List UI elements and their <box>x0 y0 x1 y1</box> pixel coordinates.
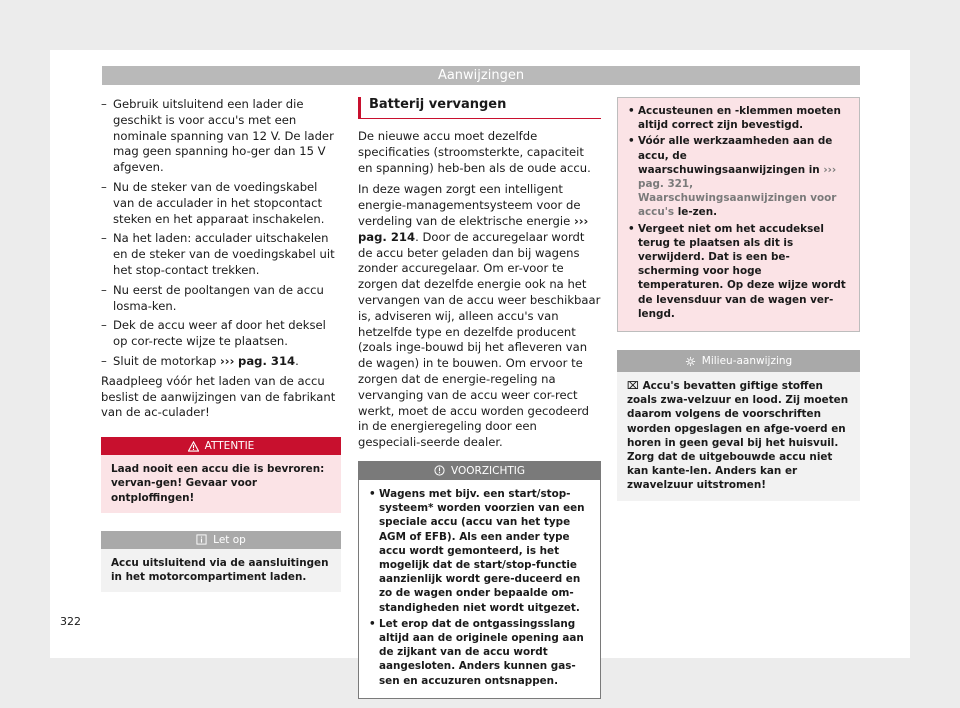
list-item: • Let erop dat de ontgassingsslang altijd aan de originele opening aan de zijkant van de accu wordt aangesloten. Anders kunnen gas-sen en accuzuren ontsnappen. <box>369 617 584 687</box>
caution-circle-icon <box>434 465 445 476</box>
list-item: – Nu eerst de pooltangen van de accu losma-ken. <box>101 282 324 313</box>
note-header: Let op <box>101 531 341 549</box>
column-1 <box>101 97 341 592</box>
info-icon <box>196 534 207 545</box>
environment-body: ⌧ Accu's bevatten giftige stoffen zoals zwa-velzuur en lood. Zij moeten daarom volgens de voorschriften worden opgeslagen en afge-voerd en horen in geen geval bij het huisvuil. Zorg dat de uitgebouwde accu niet kan kante-len. Anders kan er zwavelzuur uitstromen! <box>627 380 849 492</box>
column-2 <box>358 97 601 699</box>
paragraph: De nieuwe accu moet dezelfde specificaties (stroomsterkte, capaciteit en spanning) heb-ben als de oude accu. <box>358 129 591 175</box>
caution-box <box>358 461 601 699</box>
list-item: – Sluit de motorkap ››› pag. 314. <box>101 353 299 368</box>
instruction-list <box>101 97 341 370</box>
note-box <box>101 531 341 592</box>
list-item: – Gebruik uitsluitend een lader die geschikt is voor accu's met een nominale spanning van 12 V. De lader mag geen spanning ho-ger dan 15 V afgeven. <box>101 97 334 175</box>
section-heading: Batterij vervangen <box>358 97 601 119</box>
environment-box <box>617 350 860 501</box>
list-item: • Vóór alle werkzaamheden aan de accu, de waarschuwingsaanwijzingen in ››› pag. 321, Waarschuwingsaanwijzingen voor accu's le-zen. <box>628 135 837 219</box>
page-reference-link[interactable]: pag. 314 <box>238 353 296 368</box>
list-item: – Na het laden: acculader uitschakelen en de steker van de voedingskabel uit het stop-contact trekken. <box>101 231 335 277</box>
leaf-icon <box>685 356 696 367</box>
attention-box <box>101 437 341 513</box>
list-item: – Nu de steker van de voedingskabel van de acculader in het stopcontact steken en het apparaat inschakelen. <box>101 179 325 226</box>
page-reference-link[interactable]: pag. 321, Waarschuwingsaanwijzingen voor accu's <box>638 178 837 219</box>
recycle-bin-icon: ⌧ <box>627 380 639 393</box>
paragraph: In deze wagen zorgt een intelligent energie-managementsysteem voor de verdeling van de elektrische energie ››› pag. 214. Door de accuregelaar wordt de accu beter geladen dan bij wagens zonder accuregelaar. Om er-voor te zorgen dat dezelfde energie ook na het vervangen van de accu weer beschikbaar is, adviseren wij, alleen accu's van hetzelfde type en dezelfde producent (zoals inge-bouwd bij het afleveren van de wagen) in te bouwen. Om ervoor te zorgen dat de energie-regeling na vervanging van de accu weer cor-rect werkt, moet de accu worden gecodeerd in de energieregeling door een gespeciali-seerde dealer. <box>358 182 601 450</box>
column-3 <box>617 97 860 501</box>
charger-note-paragraph: Raadpleeg vóór het laden van de accu beslist de aanwijzingen van de fabrikant van de ac-culader! <box>101 373 336 420</box>
environment-header: Milieu-aanwijzing <box>617 350 860 372</box>
list-item: – Dek de accu weer af door het deksel op cor-recte wijze te plaatsen. <box>101 318 326 349</box>
page-reference-link[interactable]: pag. 214 <box>358 229 416 244</box>
list-item: • Accusteunen en -klemmen moeten altijd correct zijn bevestigd. <box>628 105 841 132</box>
page-number: 322 <box>60 615 81 628</box>
attention-header: ATTENTIE <box>101 437 341 455</box>
caution-header: VOORZICHTIG <box>359 462 600 480</box>
list-item: • Vergeet niet om het accudeksel terug te plaatsen als dit is verwijderd. Dat is een be-scherming voor hoge temperaturen. Op deze wijze wordt de levensduur van de wagen ver-lengd. <box>628 222 846 320</box>
warning-continuation-box <box>617 97 860 332</box>
list-item: • Wagens met bijv. een start/stop-systeem* worden voorzien van een speciale accu (accu van het type AGM of EFB). Als een ander type accu wordt gemonteerd, is het mogelijk dat de start/stop-functie aanzienlijk wordt gere-duceerd en zo de wagen onder bepaalde om-standigheden niet wordt uitgezet. <box>369 487 585 614</box>
page-header: Aanwijzingen <box>102 66 860 85</box>
caution-body <box>359 480 600 698</box>
attention-body: Laad nooit een accu die is bevroren: vervan-gen! Gevaar voor ontploffingen! <box>111 463 325 504</box>
warning-triangle-icon <box>188 441 199 452</box>
note-body: Accu uitsluitend via de aansluitingen in het motorcompartiment laden. <box>111 556 329 583</box>
